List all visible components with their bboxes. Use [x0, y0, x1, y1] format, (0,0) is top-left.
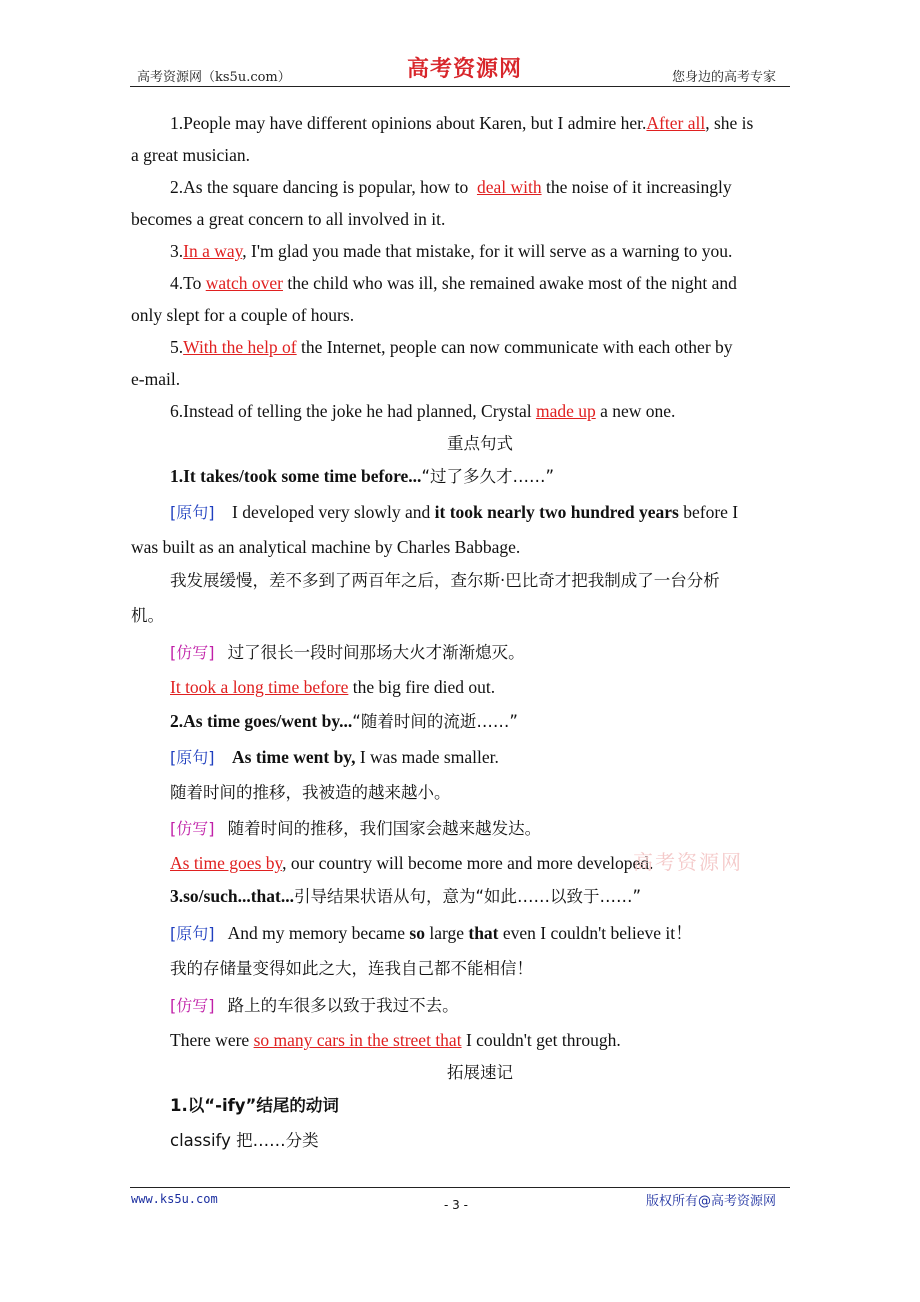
header-rule [130, 86, 790, 87]
pattern-3-translation: 我的存储量变得如此之大，连我自己都不能相信！ [170, 959, 533, 978]
exercise-5-cont: e-mail. [131, 369, 181, 389]
footer-copyright: 版权所有@高考资源网 [646, 1194, 777, 1209]
exercise-2-cont: becomes a great concern to all involved in it. [131, 209, 446, 229]
header-slogan: 您身边的高考专家 [672, 70, 777, 85]
pattern-2-title: 2.As time goes/went by...“随着时间的流逝……” [170, 711, 518, 731]
extension-item-1: classify 把……分类 [170, 1131, 319, 1150]
exercise-4: 4.To watch over the child who was ill, she remained awake most of the night and [170, 273, 737, 293]
exercise-4-cont: only slept for a couple of hours. [131, 305, 355, 325]
exercise-1: 1.People may have different opinions about Karen, but I admire her.After all, she is [170, 113, 754, 133]
pattern-1-answer: It took a long time before the big fire died out. [170, 677, 496, 697]
footer-rule [130, 1187, 790, 1188]
pattern-3-answer: There were so many cars in the street that I couldn't get through. [170, 1030, 621, 1050]
pattern-1-imitation: [仿写] 过了很长一段时间那场大火才渐渐熄灭。 [170, 643, 525, 662]
pattern-2-original: [原句] As time went by, I was made smaller. [170, 747, 499, 767]
imitation-tag: [仿写] [170, 643, 215, 662]
pattern-1-original-cont: was built as an analytical machine by Charles Babbage. [131, 537, 521, 557]
original-tag: [原句] [170, 924, 215, 943]
pattern-3-title: 3.so/such...that...引导结果状语从句，意为“如此……以致于……” [170, 886, 642, 906]
answer-2: deal with [476, 177, 542, 197]
exercise-3: 3.In a way, I'm glad you made that mistake, for it will serve as a warning to you. [170, 241, 733, 261]
exercise-1-cont: a great musician. [131, 145, 251, 165]
exercise-2: 2.As the square dancing is popular, how to deal with the noise of it increasingly [170, 177, 732, 197]
pattern-2-translation: 随着时间的推移，我被造的越来越小。 [170, 783, 451, 802]
watermark: 高考资源网 [633, 850, 743, 874]
exercise-6: 6.Instead of telling the joke he had planned, Crystal made up a new one. [170, 401, 676, 421]
extension-title: 1.以“-ify”结尾的动词 [170, 1096, 339, 1115]
footer-link[interactable]: www.ks5u.com [131, 1192, 218, 1206]
pattern-1-translation: 我发展缓慢，差不多到了两百年之后，查尔斯·巴比奇才把我制成了一台分析 [170, 571, 720, 590]
header-site-name: 高考资源网（ks5u.com） [137, 70, 291, 85]
original-tag: [原句] [170, 748, 215, 767]
exercise-5: 5.With the help of the Internet, people can now communicate with each other by [170, 337, 733, 357]
header-logo: 高考资源网 [407, 56, 523, 82]
section-title-extension: 拓展速记 [447, 1063, 513, 1082]
section-title-key-sentences: 重点句式 [447, 434, 513, 453]
pattern-1-original: [原句] I developed very slowly and it took nearly two hundred years before I [170, 502, 739, 522]
answer-3: In a way [183, 241, 243, 261]
page-number: - 3 - [444, 1198, 468, 1212]
answer-1: After all [646, 113, 706, 133]
answer-6: made up [535, 401, 596, 421]
imitation-tag: [仿写] [170, 819, 215, 838]
answer-5: With the help of [183, 337, 297, 357]
answer-4: watch over [205, 273, 283, 293]
imitation-tag: [仿写] [170, 996, 215, 1015]
pattern-3-original: [原句] And my memory became so large that even I couldn't believe it！ [170, 923, 693, 943]
pattern-1-title: 1.It takes/took some time before...“过了多久才……” [170, 466, 555, 486]
original-tag: [原句] [170, 503, 215, 522]
pattern-2-answer: As time goes by, our country will become more and more developed. [170, 853, 654, 873]
pattern-1-translation-cont: 机。 [131, 606, 164, 625]
pattern-3-imitation: [仿写] 路上的车很多以致于我过不去。 [170, 996, 459, 1015]
pattern-2-imitation: [仿写] 随着时间的推移，我们国家会越来越发达。 [170, 819, 542, 838]
